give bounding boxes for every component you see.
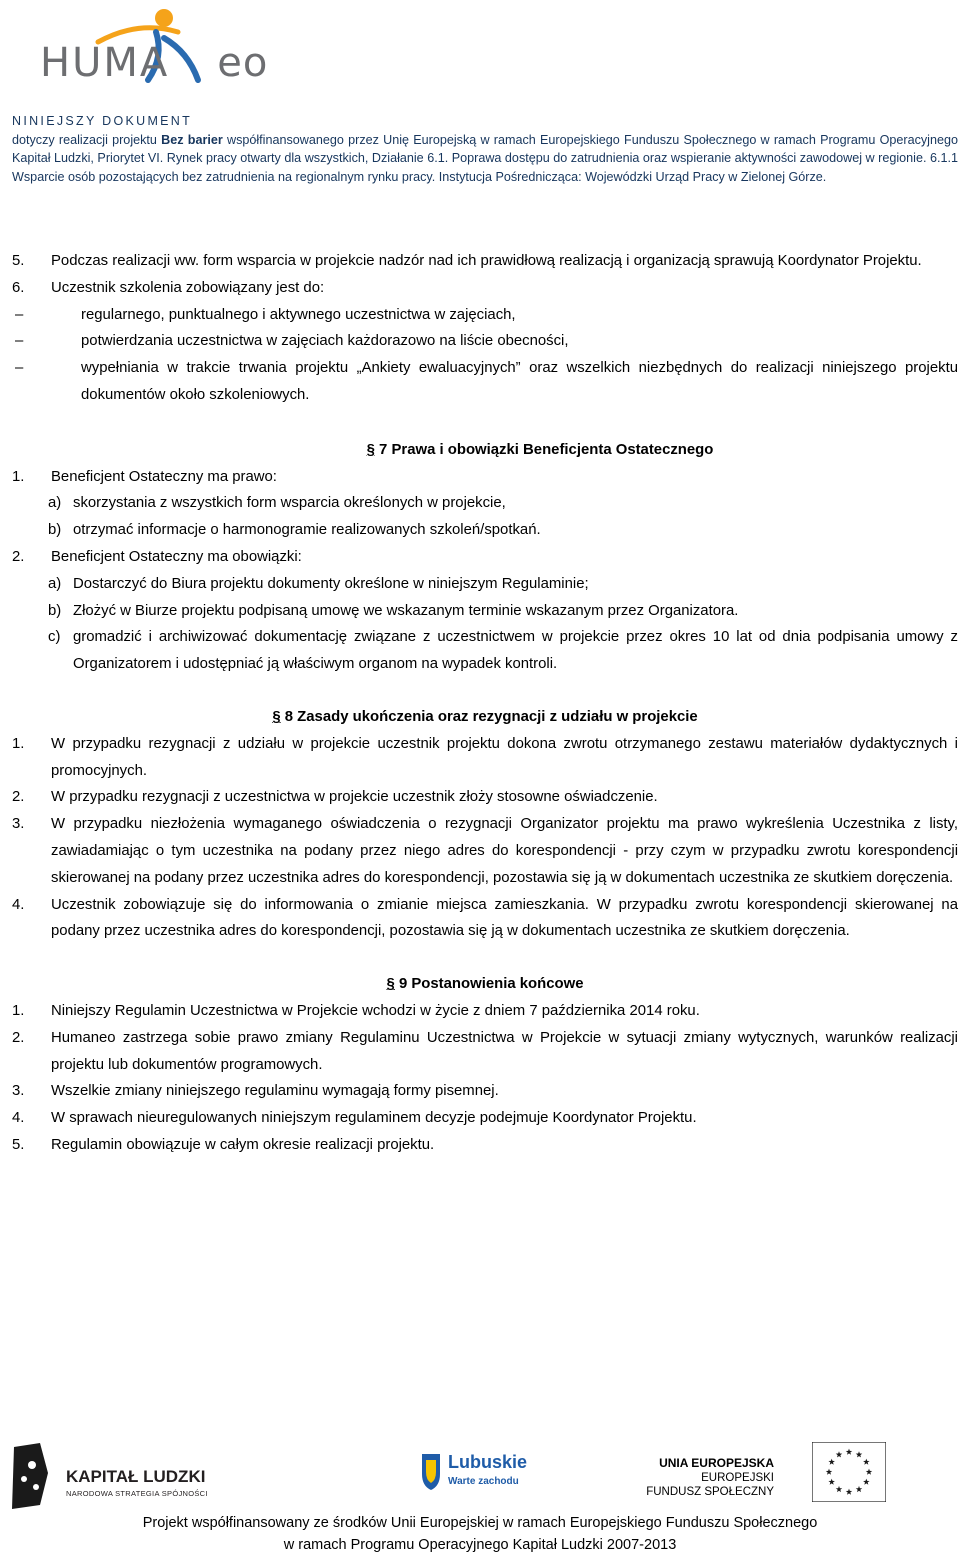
dash-marker: – [15, 306, 24, 323]
kapital-ludzki-flag-icon [10, 1443, 52, 1509]
header-title: NINIEJSZY DOKUMENT [12, 114, 193, 128]
item-number: 2. [12, 548, 25, 565]
list-item [12, 1078, 958, 1105]
section-9-title [12, 971, 958, 998]
sub-list-item [12, 598, 958, 625]
item-number: 3. [12, 1083, 25, 1100]
dash-list-item [12, 302, 958, 329]
kapital-ludzki-name: KAPITAŁ LUDZKI [66, 1467, 206, 1486]
list-item [12, 998, 958, 1025]
document-header [12, 112, 958, 186]
header-description [12, 131, 958, 187]
item-text: skorzystania z wszystkich form wsparcia określonych w projekcie, [73, 495, 506, 512]
kapital-ludzki-logo [10, 1443, 240, 1513]
item-number: 2. [12, 1029, 25, 1046]
section-8-title [12, 704, 958, 731]
list-item [12, 248, 958, 275]
header-pre: dotyczy realizacji projektu [12, 132, 162, 147]
dash-marker: – [15, 333, 24, 350]
section-title-text: 9 Postanowienia końcowe [394, 976, 584, 993]
item-text: Wszelkie zmiany niniejszego regulaminu wymagają formy pisemnej. [51, 1083, 499, 1100]
footer-line-1: Projekt współfinansowany ze środków Unii Europejskiej w ramach Europejskiego Funduszu Społecznego [142, 1515, 818, 1531]
lubuskie-emblem-icon [418, 1452, 444, 1492]
item-text: otrzymać informacje o harmonogramie realizowanych szkoleń/spotkań. [73, 522, 541, 539]
item-letter: a) [48, 495, 62, 512]
item-number: 4. [12, 896, 25, 913]
footer-funding-note [0, 1512, 960, 1556]
item-text: regularnego, punktualnego i aktywnego uczestnictwa w zajęciach, [81, 306, 516, 323]
eu-flag-icon [812, 1442, 886, 1502]
item-number: 2. [12, 789, 25, 806]
item-text: Uczestnik szkolenia zobowiązany jest do: [51, 279, 325, 296]
list-item [12, 1025, 958, 1079]
list-item [12, 1132, 958, 1159]
item-number: 5. [12, 253, 25, 269]
item-text: Niniejszy Regulamin Uczestnictwa w Projekcie wchodzi w życie z dniem 7 października 2014 roku. [51, 1002, 700, 1019]
item-text: potwierdzania uczestnictwa w zajęciach każdorazowo na liście obecności, [81, 333, 569, 350]
list-item [12, 464, 958, 491]
item-text: Regulamin obowiązuje w całym okresie realizacji projektu. [51, 1136, 435, 1153]
item-letter: b) [48, 522, 62, 539]
humaneo-logo [38, 2, 268, 90]
section-mark: § [386, 976, 395, 993]
item-text: W przypadku rezygnacji z uczestnictwa w projekcie uczestnik złoży stosowne oświadczenie. [51, 789, 658, 806]
list-item [12, 731, 958, 785]
list-item [12, 892, 958, 946]
item-text: Beneficjent Ostateczny ma prawo: [51, 468, 277, 485]
list-item [12, 1105, 958, 1132]
eu-line-3: FUNDUSZ SPOŁECZNY [646, 1486, 774, 1498]
project-name: Bez barier [161, 132, 223, 147]
dash-list-item [12, 328, 958, 355]
list-item [12, 784, 958, 811]
lubuskie-logo [418, 1450, 558, 1500]
item-text: Dostarczyć do Biura projektu dokumenty określone w niniejszym Regulaminie; [73, 575, 589, 592]
item-number: 6. [12, 279, 25, 296]
section-mark: § [366, 441, 375, 458]
item-number: 1. [12, 468, 25, 485]
item-number: 5. [12, 1136, 25, 1153]
list-item [12, 544, 958, 571]
item-number: 4. [12, 1110, 25, 1127]
dash-marker: – [15, 360, 24, 377]
document-body [12, 248, 958, 1159]
sub-list-item [12, 517, 958, 544]
item-text: wypełniania w trakcie trwania projektu „Ankiety ewaluacyjnych” oraz wszelkich niezbędnych do realizacji niniejszego projektu dokumentów około szkoleniowych. [81, 360, 958, 403]
item-number: 1. [12, 1002, 25, 1019]
list-item [12, 275, 958, 302]
dash-list-item [12, 355, 958, 409]
header-body: współfinansowanego przez Unię Europejską w ramach Europejskiego Funduszu Społecznego w ramach Programu Operacyjnego Kapitał Ludzki, Priorytet VI. Rynek pracy otwarty dla wszystkich, Działanie 6.1. Poprawa dostępu do zatrudnienia oraz wspieranie aktywności zawodowej w regionie. 6.1.1 Wsparcie osób pozostających bez zatrudnienia na regionalnym rynku pracy. Instytucja Pośrednicząca: Wojewódzki Urząd Pracy w Zielonej Górze. [12, 132, 958, 184]
eu-line-1: UNIA EUROPEJSKA [659, 1456, 774, 1470]
eu-line-2: EUROPEJSKI [701, 1472, 774, 1484]
item-number: 3. [12, 816, 25, 833]
item-text: gromadzić i archiwizować dokumentację związane z uczestnictwem w projekcie przez okres 10 lat od dnia podpisania umowy z Organizatorem i udostępniać ją właściwym organom na wypadek kontroli. [73, 629, 958, 673]
kapital-ludzki-subtitle: NARODOWA STRATEGIA SPÓJNOŚCI [66, 1489, 208, 1498]
section-title-text: 7 Prawa i obowiązki Beneficjenta Ostatecznego [374, 441, 714, 458]
section-title-text: 8 Zasady ukończenia oraz rezygnacji z udziału w projekcie [280, 708, 698, 725]
item-text: Złożyć w Biurze projektu podpisaną umowę we wskazanym terminie wskazanym przez Organizatora. [73, 602, 739, 619]
item-text: Podczas realizacji ww. form wsparcia w projekcie nadzór nad ich prawidłową realizacją i organizacją sprawują Koordynator Projektu. [51, 253, 922, 269]
sub-list-item [12, 490, 958, 517]
item-letter: b) [48, 602, 62, 619]
page-footer [0, 1438, 960, 1554]
item-text: Uczestnik zobowiązuje się do informowania o zmianie miejsca zamieszkania. W przypadku zwrotu korespondencji skierowanej na podany przez uczestnika adres do korespondencji, pozostawia się ją w dokumentach uczestnika ze skutkiem doręczenia. [51, 896, 958, 940]
item-letter: a) [48, 575, 62, 592]
sub-list-item [12, 624, 958, 678]
sub-list-item [12, 571, 958, 598]
lubuskie-slogan: Warte zachodu [448, 1476, 519, 1487]
section-mark: § [272, 708, 281, 725]
item-text: W sprawach nieuregulowanych niniejszym regulaminem decyzje podejmuje Koordynator Projektu. [51, 1110, 697, 1127]
item-text: W przypadku niezłożenia wymaganego oświadczenia o rezygnacji Organizator projektu ma prawo wykreślenia Uczestnika z listy, zawiadamiając o tym uczestnika na podany przez niego adres do korespondencji - przy czym w przypadku zwrotu korespondencji skierowanej na podany przez uczestnika adres do korespondencji, pozostawia się ją w dokumentach uczestnika ze skutkiem doręczenia. [51, 816, 958, 886]
item-text: W przypadku rezygnacji z udziału w projekcie uczestnik projektu dokona zwrotu otrzymanego zestawu materiałów dydaktycznych i promocyjnych. [51, 735, 958, 779]
item-text: Beneficjent Ostateczny ma obowiązki: [51, 548, 302, 565]
section-7-title [12, 437, 958, 464]
lubuskie-name: Lubuskie [448, 1452, 528, 1472]
item-letter: c) [48, 629, 61, 646]
logo-wordmark: HUMA eo [40, 40, 269, 86]
item-number: 1. [12, 735, 25, 752]
footer-line-2: w ramach Programu Operacyjnego Kapitał Ludzki 2007-2013 [283, 1537, 677, 1553]
list-item [12, 811, 958, 891]
item-text: Humaneo zastrzega sobie prawo zmiany Regulaminu Uczestnictwa w Projekcie w sytuacji zmiany wytycznych, warunków realizacji projektu lub dokumentów programowych. [51, 1029, 958, 1073]
